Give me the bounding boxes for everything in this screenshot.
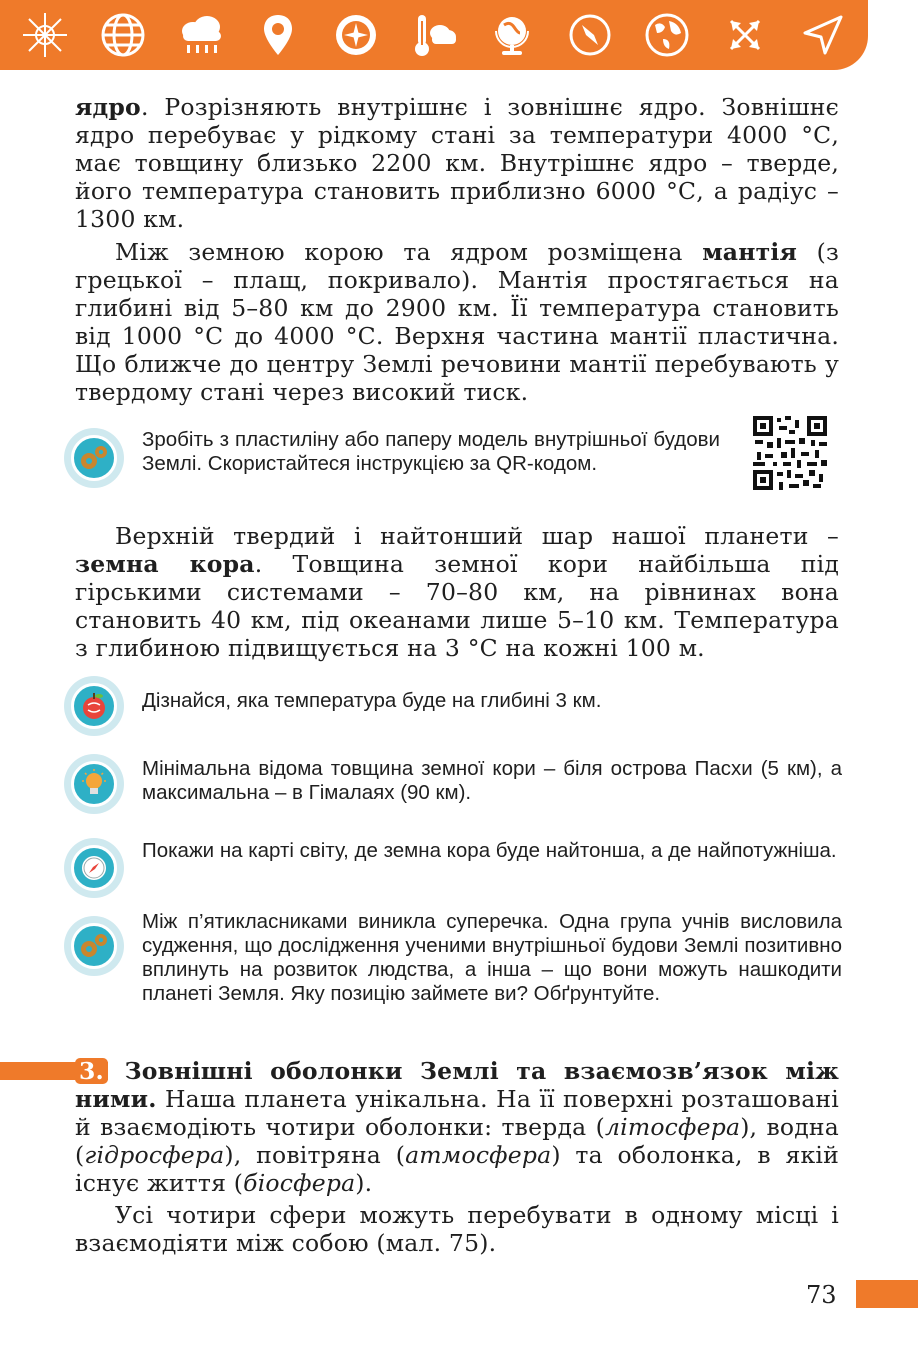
fact-box-crust-thickness	[58, 752, 842, 820]
section-text-2: ), водна (	[75, 1113, 839, 1169]
task-box-temperature	[58, 674, 842, 742]
task-box-debate	[58, 910, 842, 1036]
term-biosphere: біосфера	[243, 1169, 356, 1197]
paragraph-mantle-before: Між земною корою та ядром розміщена	[115, 238, 703, 266]
task-box-model-text: Зробіть з пластиліну або паперу модель внутрішньої будови Землі. Скористайтеся інструкцією за QR-кодом.	[142, 428, 720, 475]
section-text-1: Наша планета унікальна. На її поверхні розташовані й взаємодіють чотири оболонки: тверда (	[75, 1085, 839, 1141]
section-text-5: ).	[355, 1169, 373, 1197]
qr-code[interactable]	[753, 416, 827, 490]
section-text-4: ) та оболонка, в якій існує життя (	[75, 1141, 839, 1197]
compass-rose-icon	[18, 8, 72, 62]
directions-arrows-icon	[718, 8, 772, 62]
paragraph-spheres-interaction	[75, 1201, 839, 1257]
location-pin-icon	[251, 8, 305, 62]
compass-needle-icon	[563, 8, 617, 62]
task-box-map	[58, 834, 842, 906]
desk-globe-icon	[485, 8, 539, 62]
section-title: Зовнішні оболонки Землі та взаємозв’язок між ними.	[75, 1057, 840, 1113]
term-hydrosphere: гідросфера	[84, 1141, 225, 1169]
term-lithosphere: літосфера	[604, 1113, 741, 1141]
navigation-arrow-icon	[796, 8, 850, 62]
section-outer-spheres	[75, 1057, 839, 1197]
paragraph-core	[75, 93, 839, 233]
header-band	[0, 0, 868, 70]
task-box-debate-text: Між п’ятикласниками виникла суперечка. Одна група учнів висловила судження, що дослідження ученими внутрішньої будови Землі позитивно вплинуть на розвиток людства, а інша – що вони можуть нашкодити планеті Земля. Яку позицію займете ви? Обґрунтуйте.	[142, 910, 842, 1005]
task-box-map-text: Покажи на карті світу, де земна кора буде найтонша, а де найпотужніша.	[142, 839, 837, 862]
paragraph-crust	[75, 522, 839, 662]
paragraph-mantle-after: (з грецької – плащ, покривало). Мантія простягається на глибині від 5–80 км до 2900 км. Її температура становить від 1000 °С до 4000 °С. Верхня частина мантії пластична. Що ближче до центру Землі речовини мантії перебувають у твердому стані через високий тиск.	[75, 238, 839, 406]
apple-brain-icon	[64, 676, 124, 736]
page-number-bar	[856, 1280, 918, 1308]
paragraph-crust-after: . Товщина земної кори найбільша під гірськими системами – 70–80 км, на рівнинах вона становить 40 км, під океанами лише 5–10 км. Температура з глибиною підвищується на 3 °С на кожні 100 м.	[75, 550, 839, 662]
compass-dial-icon	[329, 8, 383, 62]
gears-icon	[64, 428, 124, 488]
term-mantle: мантія	[702, 238, 798, 266]
gears-icon	[64, 916, 124, 976]
thermometer-cloud-icon	[407, 8, 461, 62]
lightbulb-icon	[64, 754, 124, 814]
task-box-temperature-text: Дізнайся, яка температура буде на глибині 3 км.	[142, 689, 602, 712]
paragraph-core-text: . Розрізняють внутрішнє і зовнішнє ядро. Зовнішнє ядро перебуває у рідкому стані за температури 4000 °С, має товщину близько 2200 км. Внутрішнє ядро – тверде, його температура становить приблизно 6000 °С, а радіус – 1300 км.	[75, 93, 839, 233]
section-number: 3.	[75, 1058, 108, 1084]
world-globe-icon	[640, 8, 694, 62]
paragraph-crust-before: Верхній твердий і найтонший шар нашої планети –	[115, 522, 839, 550]
rain-cloud-icon	[174, 8, 228, 62]
globe-grid-icon	[96, 8, 150, 62]
compass-icon	[64, 838, 124, 898]
term-crust: земна кора	[75, 550, 255, 578]
term-core: ядро	[75, 93, 141, 121]
fact-box-crust-thickness-text: Мінімальна відома товщина земної кори – біля острова Пасхи (5 км), а максимальна – в Гімалаях (90 км).	[142, 757, 842, 804]
paragraph-spheres-interaction-text: Усі чотири сфери можуть перебувати в одному місці і взаємодіяти між собою (мал. 75).	[75, 1201, 839, 1257]
section-text-3: ), повітряна (	[224, 1141, 406, 1169]
term-atmosphere: атмосфера	[405, 1141, 552, 1169]
paragraph-mantle	[75, 238, 839, 406]
task-box-model	[58, 426, 842, 498]
page-number: 73	[806, 1281, 837, 1309]
